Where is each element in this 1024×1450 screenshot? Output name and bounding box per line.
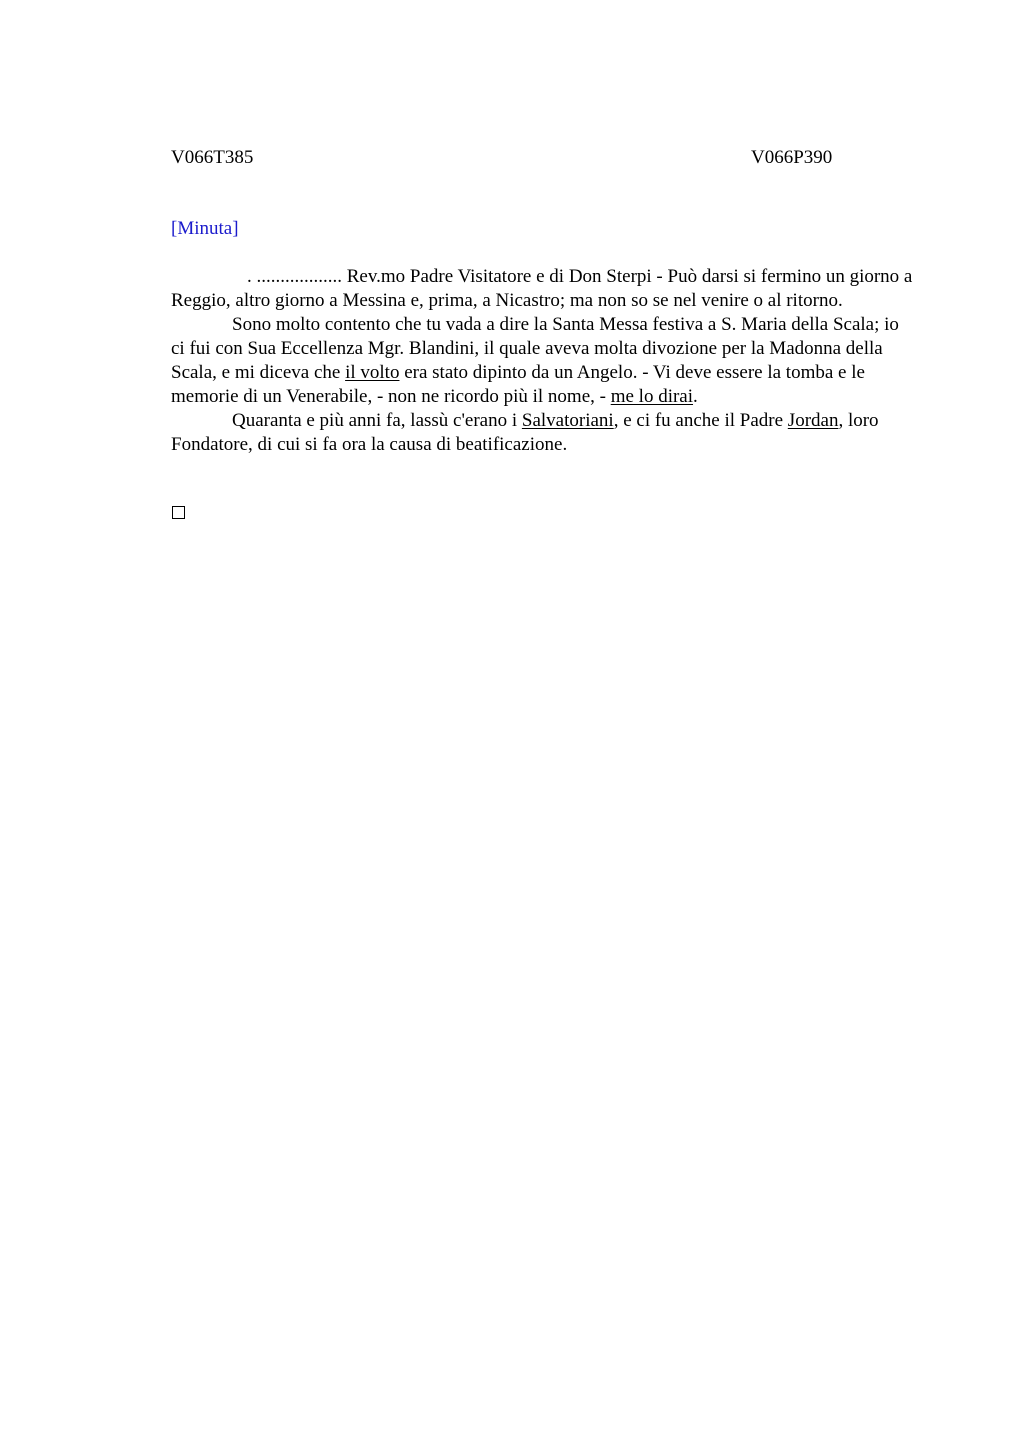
underlined-word-jordan: Jordan xyxy=(787,410,839,431)
underlined-phrase-il-volto: il volto xyxy=(345,362,400,383)
paragraph-3 xyxy=(171,409,916,457)
letter-body xyxy=(171,265,916,457)
paragraph-3-text-b: , e ci fu anche il Padre xyxy=(613,410,788,431)
paragraph-1: . .................. Rev.mo Padre Visitatore e di Don Sterpi - Può darsi si fermino un giorno a Reggio, altro giorno a Messina e, prima, a Nicastro; ma non so se nel venire o al ritorno. xyxy=(171,266,913,311)
paragraph-3-text-c: , loro Fondatore, di cui si fa ora la causa di beatificazione. xyxy=(171,410,879,455)
underlined-word-salvatoriani: Salvatoriani xyxy=(521,410,614,431)
paragraph-2-text-c: . xyxy=(693,386,698,407)
paragraph-2 xyxy=(171,313,916,409)
paragraph-2-text-a: Sono molto contento che tu vada a dire la Santa Messa festiva a S. Maria della Scala; io ci fui con Sua Eccellenza Mgr. Blandini, il quale aveva molta divozione per la Madonna della Scala, e mi diceva che xyxy=(171,314,899,383)
volume-code-right: V066P390 xyxy=(751,147,833,168)
empty-square-icon xyxy=(172,506,185,519)
volume-code-left: V066T385 xyxy=(171,147,254,168)
draft-label: [Minuta] xyxy=(171,218,239,239)
underlined-phrase-me-lo-dirai: me lo dirai xyxy=(610,386,694,407)
paragraph-3-text-a: Quaranta e più anni fa, lassù c'erano i xyxy=(232,410,522,431)
paragraph-2-text-b: era stato dipinto da un Angelo. - Vi deve essere la tomba e le memorie di un Venerabile, - non ne ricordo più il nome, - xyxy=(171,362,865,407)
